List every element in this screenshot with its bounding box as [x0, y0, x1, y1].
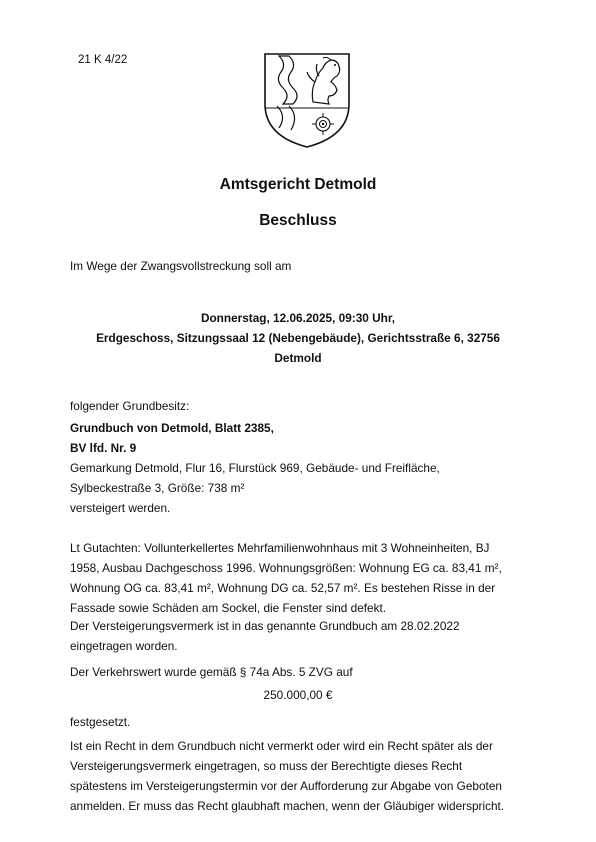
- property-auctioned: versteigert werden.: [70, 501, 171, 515]
- property-lfd: BV lfd. Nr. 9: [70, 441, 137, 455]
- rights-paragraph: [70, 736, 540, 816]
- rights-line: Versteigerungsvermerk eingetragen, so muss der Berechtigte dieses Recht: [70, 759, 463, 773]
- court-name: Amtsgericht Detmold: [219, 176, 377, 193]
- appointment-city: Detmold: [274, 351, 322, 365]
- intro-text: Im Wege der Zwangsvollstreckung soll am: [70, 259, 292, 273]
- value-outro: festgesetzt.: [70, 715, 131, 729]
- appointment-date: Donnerstag, 12.06.2025, 09:30 Uhr,: [200, 311, 396, 325]
- property-description-2: Sylbeckestraße 3, Größe: 738 m²: [70, 481, 245, 495]
- rights-line: Ist ein Recht in dem Grundbuch nicht vermerkt oder wird ein Recht später als der: [70, 739, 493, 753]
- property-register: Grundbuch von Detmold, Blatt 2385,: [70, 421, 274, 435]
- registration-note: [70, 616, 540, 656]
- appraisal-block: [70, 538, 540, 618]
- rights-line: anmelden. Er muss das Recht glaubhaft machen, wenn der Gläubiger widerspricht.: [70, 799, 505, 813]
- appraisal-line: 1958, Ausbau Dachgeschoss 1996. Wohnungsgrößen: Wohnung EG ca. 83,41 m²,: [70, 561, 502, 575]
- case-reference: 21 K 4/22: [78, 54, 128, 66]
- note-line: eingetragen worden.: [70, 639, 178, 653]
- appraisal-line: Wohnung OG ca. 83,41 m², Wohnung DG ca. 52,57 m². Es bestehen Risse in der: [70, 581, 496, 595]
- note-line: Der Versteigerungsvermerk ist in das genannte Grundbuch am 28.02.2022: [70, 619, 460, 633]
- coat-of-arms-icon: [257, 46, 357, 150]
- market-value-amount: 250.000,00 €: [263, 688, 333, 702]
- property-block: [70, 418, 540, 518]
- rights-line: spätestens im Versteigerungstermin vor der Aufforderung zur Abgabe von Geboten: [70, 779, 502, 793]
- appointment-block: [60, 308, 536, 368]
- property-heading: folgender Grundbesitz:: [70, 399, 190, 413]
- value-intro: Der Verkehrswert wurde gemäß § 74a Abs. 5 ZVG auf: [70, 665, 353, 679]
- appointment-location: Erdgeschoss, Sitzungssaal 12 (Nebengebäude), Gerichtsstraße 6, 32756: [96, 331, 500, 345]
- appraisal-line: Lt Gutachten: Vollunterkellertes Mehrfamilienwohnhaus mit 3 Wohneinheiten, BJ: [70, 541, 490, 555]
- property-description-1: Gemarkung Detmold, Flur 16, Flurstück 969, Gebäude- und Freifläche,: [70, 461, 440, 475]
- appraisal-line: Fassade sowie Schäden am Sockel, die Fenster sind defekt.: [70, 601, 387, 615]
- document-title: Beschluss: [259, 212, 337, 229]
